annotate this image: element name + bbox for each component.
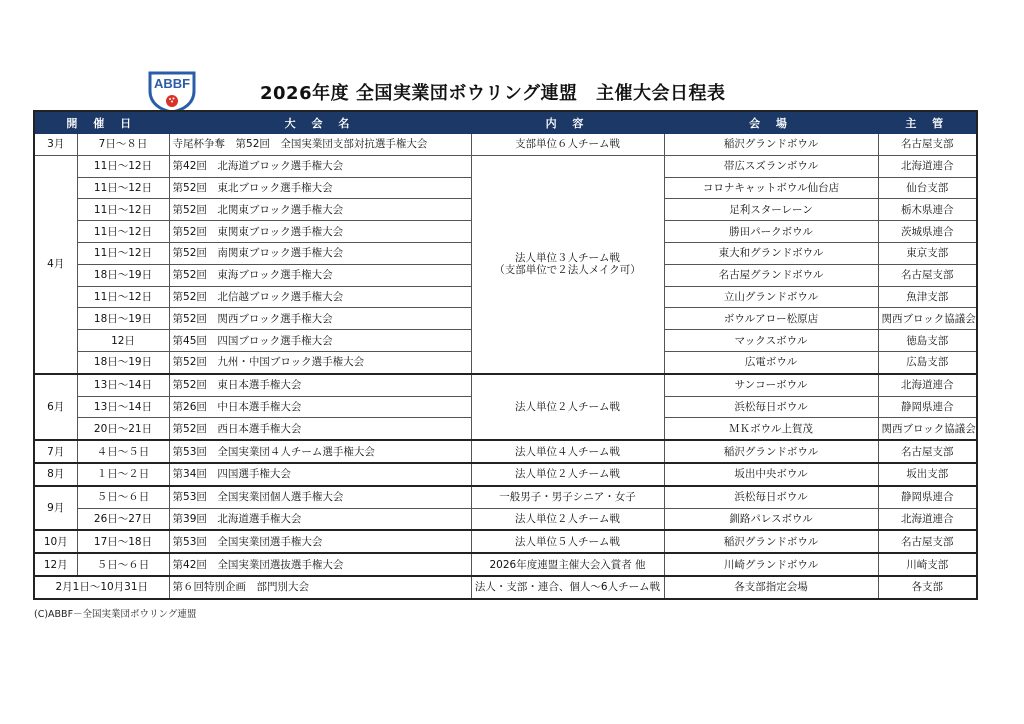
venue-cell: 足利スターレーン	[664, 199, 878, 221]
content-line: （支部単位で２法人メイク可）	[494, 264, 641, 277]
date-cell: 11日～12日	[77, 199, 169, 221]
event-cell: 第52回 北関東ブロック選手権大会	[169, 199, 471, 221]
date-cell: 17日～18日	[77, 530, 169, 553]
date-cell: 12日	[77, 330, 169, 352]
month-cell: 3月	[34, 134, 77, 156]
date-cell: 26日～27日	[77, 508, 169, 530]
schedule-table	[33, 110, 978, 600]
date-cell: 11日～12日	[77, 155, 169, 177]
table-row	[34, 134, 977, 156]
venue-cell: 釧路パレスボウル	[664, 508, 878, 530]
month-cell: 4月	[34, 155, 77, 373]
header-content: 内 容	[471, 111, 664, 134]
event-cell: 第42回 全国実業団選抜選手権大会	[169, 553, 471, 576]
month-cell: 6月	[34, 374, 77, 440]
venue-cell: 浜松毎日ボウル	[664, 396, 878, 418]
event-cell: 第52回 九州・中国ブロック選手権大会	[169, 351, 471, 373]
host-cell: 北海道連合	[878, 155, 977, 177]
venue-cell: 川崎グランドボウル	[664, 553, 878, 576]
date-cell: 11日～12日	[77, 242, 169, 264]
header-venue: 会 場	[664, 111, 878, 134]
date-cell: ５日～６日	[77, 553, 169, 576]
venue-cell: ボウルアロー松原店	[664, 308, 878, 330]
month-cell: 12月	[34, 553, 77, 576]
event-cell: 第52回 北信越ブロック選手権大会	[169, 286, 471, 308]
host-cell: 広島支部	[878, 351, 977, 373]
svg-text:ABBF: ABBF	[153, 76, 191, 91]
content-cell: 一般男子・男子シニア・女子	[471, 486, 664, 508]
venue-cell: 浜松毎日ボウル	[664, 486, 878, 508]
table-row	[34, 155, 977, 177]
table-row	[34, 530, 977, 553]
venue-cell: 勝田パークボウル	[664, 221, 878, 243]
venue-cell: 稲沢グランドボウル	[664, 530, 878, 553]
date-cell: 18日～19日	[77, 264, 169, 286]
event-cell: 第52回 東海ブロック選手権大会	[169, 264, 471, 286]
content-cell: 法人単位２人チーム戦	[471, 508, 664, 530]
venue-cell: 帯広スズランボウル	[664, 155, 878, 177]
event-cell: 第52回 東北ブロック選手権大会	[169, 177, 471, 199]
host-cell: 徳島支部	[878, 330, 977, 352]
table-row	[34, 440, 977, 463]
event-cell: 第52回 南関東ブロック選手権大会	[169, 242, 471, 264]
table-row	[34, 463, 977, 486]
venue-cell: 立山グランドボウル	[664, 286, 878, 308]
venue-cell: サンコーボウル	[664, 374, 878, 396]
host-cell: 静岡県連合	[878, 396, 977, 418]
month-cell: 7月	[34, 440, 77, 463]
date-cell: 2月1日～10月31日	[34, 576, 169, 599]
header-date: 開 催 日	[34, 111, 169, 134]
event-cell: 第52回 関西ブロック選手権大会	[169, 308, 471, 330]
abbf-logo	[146, 69, 198, 113]
host-cell: 名古屋支部	[878, 530, 977, 553]
table-row	[34, 553, 977, 576]
content-cell: 法人単位５人チーム戦	[471, 530, 664, 553]
table-row	[34, 374, 977, 396]
content-cell: 法人単位４人チーム戦	[471, 440, 664, 463]
date-cell: 11日～12日	[77, 177, 169, 199]
table-row	[34, 508, 977, 530]
date-cell: 11日～12日	[77, 221, 169, 243]
host-cell: 名古屋支部	[878, 134, 977, 156]
host-cell: 関西ブロック協議会	[878, 308, 977, 330]
date-cell: 18日～19日	[77, 308, 169, 330]
event-cell: 第６回特別企画 部門別大会	[169, 576, 471, 599]
table-row	[34, 486, 977, 508]
host-cell: 静岡県連合	[878, 486, 977, 508]
event-cell: 第53回 全国実業団選手権大会	[169, 530, 471, 553]
content-cell: 法人単位２人チーム戦	[471, 463, 664, 486]
content-cell: 支部単位６人チーム戦	[471, 134, 664, 156]
venue-cell: 稲沢グランドボウル	[664, 440, 878, 463]
venue-cell: 名古屋グランドボウル	[664, 264, 878, 286]
host-cell: 名古屋支部	[878, 440, 977, 463]
page-title: 2026年度 全国実業団ボウリング連盟 主催大会日程表	[260, 83, 726, 104]
event-cell: 第39回 北海道選手権大会	[169, 508, 471, 530]
host-cell: 川崎支部	[878, 553, 977, 576]
venue-cell: 坂出中央ボウル	[664, 463, 878, 486]
host-cell: 仙台支部	[878, 177, 977, 199]
host-cell: 栃木県連合	[878, 199, 977, 221]
host-cell: 茨城県連合	[878, 221, 977, 243]
footer-copyright: (C)ABBF－全国実業団ボウリング連盟	[34, 609, 197, 620]
venue-cell: マックスボウル	[664, 330, 878, 352]
host-cell: 各支部	[878, 576, 977, 599]
host-cell: 魚津支部	[878, 286, 977, 308]
venue-cell: 各支部指定会場	[664, 576, 878, 599]
header-row	[34, 111, 977, 134]
host-cell: 北海道連合	[878, 508, 977, 530]
event-cell: 第53回 全国実業団４人チーム選手権大会	[169, 440, 471, 463]
date-cell: 7日～８日	[77, 134, 169, 156]
date-cell: 18日～19日	[77, 351, 169, 373]
month-cell: 10月	[34, 530, 77, 553]
venue-cell: コロナキャットボウル仙台店	[664, 177, 878, 199]
event-cell: 寺尾杯争奪 第52回 全国実業団支部対抗選手権大会	[169, 134, 471, 156]
event-cell: 第34回 四国選手権大会	[169, 463, 471, 486]
host-cell: 東京支部	[878, 242, 977, 264]
event-cell: 第52回 東日本選手権大会	[169, 374, 471, 396]
host-cell: 関西ブロック協議会	[878, 418, 977, 440]
event-cell: 第52回 東関東ブロック選手権大会	[169, 221, 471, 243]
content-cell-june: 法人単位２人チーム戦	[471, 374, 664, 440]
date-cell: 20日～21日	[77, 418, 169, 440]
venue-cell: ＭＫボウル上賀茂	[664, 418, 878, 440]
venue-cell: 稲沢グランドボウル	[664, 134, 878, 156]
date-cell: ５日～６日	[77, 486, 169, 508]
content-cell: 法人・支部・連合、個人～6人チーム戦	[471, 576, 664, 599]
event-cell: 第52回 西日本選手権大会	[169, 418, 471, 440]
host-cell: 名古屋支部	[878, 264, 977, 286]
header-event: 大 会 名	[169, 111, 471, 134]
date-cell: １日～２日	[77, 463, 169, 486]
date-cell: 11日～12日	[77, 286, 169, 308]
content-cell: 2026年度連盟主催大会入賞者 他	[471, 553, 664, 576]
event-cell: 第45回 四国ブロック選手権大会	[169, 330, 471, 352]
event-cell: 第53回 全国実業団個人選手権大会	[169, 486, 471, 508]
venue-cell: 東大和グランドボウル	[664, 242, 878, 264]
date-cell: ４日～５日	[77, 440, 169, 463]
event-cell: 第26回 中日本選手権大会	[169, 396, 471, 418]
table-row	[34, 576, 977, 599]
month-cell: 9月	[34, 486, 77, 531]
host-cell: 北海道連合	[878, 374, 977, 396]
content-cell-april	[471, 155, 664, 373]
date-cell: 13日～14日	[77, 374, 169, 396]
content-line: 法人単位３人チーム戦	[515, 252, 621, 265]
venue-cell: 広電ボウル	[664, 351, 878, 373]
month-cell: 8月	[34, 463, 77, 486]
header-host: 主 管	[878, 111, 977, 134]
event-cell: 第42回 北海道ブロック選手権大会	[169, 155, 471, 177]
host-cell: 坂出支部	[878, 463, 977, 486]
date-cell: 13日～14日	[77, 396, 169, 418]
